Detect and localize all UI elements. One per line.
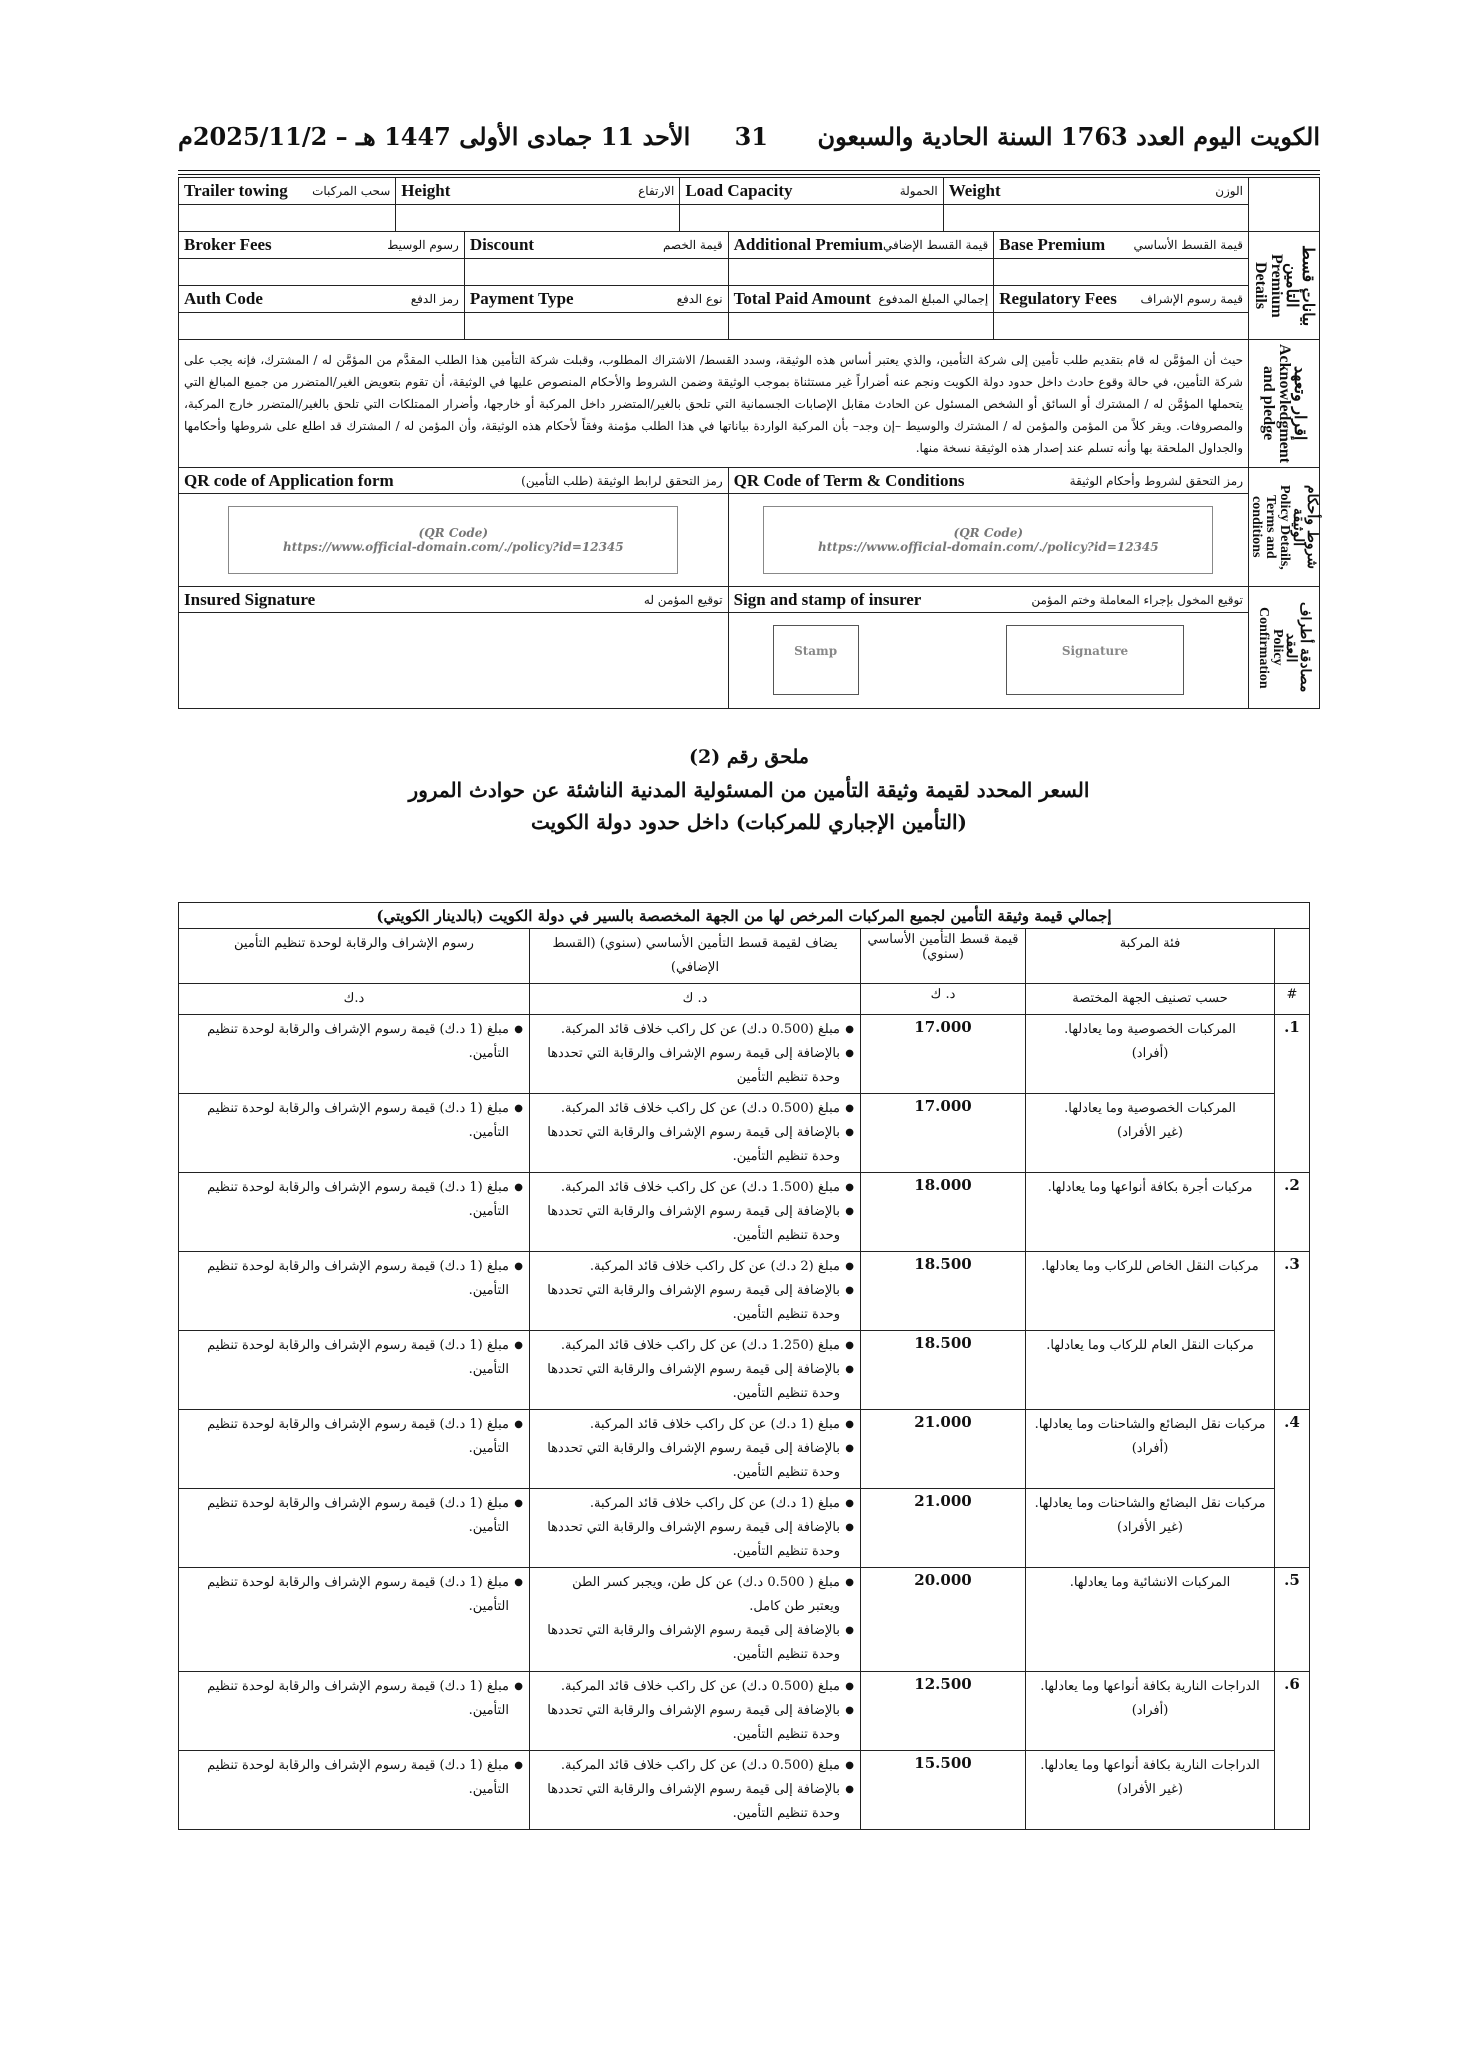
signature-box[interactable]: Signature [1006,625,1184,695]
table-row [179,1015,1310,1094]
fees-unit: د.ك [179,984,530,1015]
additional-item-cont: وحدة تنظيم التأمين. [732,1647,840,1662]
broker-fees-value [179,259,465,286]
additional-item: ● بالإضافة إلى قيمة رسوم الإشراف والرقابة التي تحددها [536,1699,854,1723]
regulatory-fee-text: ● مبلغ (1 د.ك) قيمة رسوم الإشراف والرقابة لوحدة تنظيم التأمين. [179,1331,530,1410]
additional-item: ● مبلغ (0.500 د.ك) عن كل راكب خلاف قائد المركبة. [536,1097,854,1121]
vehicle-category: المركبات الخصوصية وما يعادلها. (غير الأفراد) [1026,1094,1275,1173]
additional-item: ● بالإضافة إلى قيمة رسوم الإشراف والرقابة التي تحددها [536,1778,854,1802]
table-row [179,1672,1310,1751]
table-row [179,1094,1310,1173]
regulatory-fee-text: ● مبلغ (1 د.ك) قيمة رسوم الإشراف والرقابة لوحدة تنظيم التأمين. [179,1672,530,1751]
qr-terms-label: رمز التحقق لشروط وأحكام الوثيقة QR Code of Term & Conditions [728,468,1248,494]
additional-item: ● بالإضافة إلى قيمة رسوم الإشراف والرقابة التي تحددها [536,1121,854,1145]
auth-code-value [179,313,465,340]
additional-item: ● مبلغ ( 0.500 د.ك) عن كل طن، ويجبر كسر الطن [536,1571,854,1595]
discount-value [464,259,728,286]
additional-item: ● بالإضافة إلى قيمة رسوم الإشراف والرقابة التي تحددها [536,1200,854,1224]
base-premium-amount: 18.500 [861,1331,1026,1410]
additional-item-cont: ويعتبر طن كامل. [749,1599,840,1614]
row-number: 3. [1275,1252,1310,1410]
qr-terms-placeholder[interactable]: (QR Code) https://www.official-domain.com/./policy?id=12345 [763,506,1213,574]
qr-application-placeholder[interactable]: (QR Code) https://www.official-domain.com/./policy?id=12345 [228,506,678,574]
header-date: الأحد 11 جمادى الأولى 1447 هـ – 2025/11/2م [178,122,691,151]
premium-details-side: بيانات قسط التأمين Premium Details [1249,232,1320,340]
height-label: الارتفاع Height [396,178,680,205]
regulatory-fee-text: ● مبلغ (1 د.ك) قيمة رسوم الإشراف والرقابة لوحدة تنظيم التأمين. [179,1410,530,1489]
height-value [396,205,680,232]
additional-item: ● بالإضافة إلى قيمة رسوم الإشراف والرقابة التي تحددها [536,1619,854,1643]
additional-item: ● بالإضافة إلى قيمة رسوم الإشراف والرقابة التي تحددها [536,1358,854,1382]
weight-label: الوزن Weight [943,178,1248,205]
policy-form-table [178,177,1320,709]
vehicle-category: الدراجات النارية بكافة أنواعها وما يعادلها. (غير الأفراد) [1026,1751,1275,1830]
row-number: 6. [1275,1672,1310,1830]
additional-item: ● مبلغ (2 د.ك) عن كل راكب خلاف قائد المركبة. [536,1255,854,1279]
annex-subtitle-1: السعر المحدد لقيمة وثيقة التأمين من المسئولية المدنية الناشئة عن حوادث المرور [408,778,1090,802]
row-number: 1. [1275,1015,1310,1173]
additional-item-cont: وحدة تنظيم التأمين. [732,1228,840,1243]
vehicle-category: المركبات الانشائية وما يعادلها. [1026,1568,1275,1672]
additional-premium-text [530,1672,861,1751]
regulatory-fee-text: ● مبلغ (1 د.ك) قيمة رسوم الإشراف والرقابة لوحدة تنظيم التأمين. [179,1489,530,1568]
additional-premium-label: قيمة القسط الإضافي Additional Premium [728,232,994,259]
base-premium-amount: 18.500 [861,1252,1026,1331]
header-rule-2 [178,174,1320,175]
additional-premium-text [530,1015,861,1094]
additional-premium-text [530,1173,861,1252]
policy-confirmation-side: مصادقة أطراف العقد Policy Confirmation [1249,587,1320,709]
vehicle-side-cell [1249,178,1320,232]
additional-premium-text [530,1331,861,1410]
insured-sign-cell[interactable] [179,613,729,709]
regulatory-fees-label: قيمة رسوم الإشراف Regulatory Fees [994,286,1249,313]
additional-item-cont: وحدة تنظيم التأمين. [732,1465,840,1480]
policy-details-side: شروط وأحكام الوثيقة Policy Details, Terms and conditions [1249,468,1320,587]
col-base-header: قيمة قسط التأمين الأساسي (سنوي) [861,929,1026,984]
base-premium-amount: 17.000 [861,1015,1026,1094]
vehicle-category: المركبات الخصوصية وما يعادلها. (أفراد) [1026,1015,1275,1094]
additional-item: ● بالإضافة إلى قيمة رسوم الإشراف والرقابة التي تحددها [536,1279,854,1303]
base-premium-value [994,259,1249,286]
table-row [179,1568,1310,1672]
additional-item: ● مبلغ (1.500 د.ك) عن كل راكب خلاف قائد المركبة. [536,1176,854,1200]
annex-title: ملحق رقم (2) [689,746,809,768]
additional-item-cont: وحدة تنظيم التأمين. [732,1544,840,1559]
vehicle-category: مركبات نقل البضائع والشاحنات وما يعادلها. (غير الأفراد) [1026,1489,1275,1568]
weight-value [943,205,1248,232]
additional-item: ● مبلغ (1.250 د.ك) عن كل راكب خلاف قائد المركبة. [536,1334,854,1358]
table-row [179,1331,1310,1410]
regulatory-fee-text: ● مبلغ (1 د.ك) قيمة رسوم الإشراف والرقابة لوحدة تنظيم التأمين. [179,1751,530,1830]
base-premium-amount: 20.000 [861,1568,1026,1672]
base-premium-amount: 15.500 [861,1751,1026,1830]
trailer-towing-value [179,205,396,232]
vehicle-category: مركبات أجرة بكافة أنواعها وما يعادلها. [1026,1173,1275,1252]
additional-item-cont: وحدة تنظيم التأمين. [732,1307,840,1322]
regulatory-fees-value [994,313,1249,340]
discount-label: قيمة الخصم Discount [464,232,728,259]
total-paid-label: إجمالي المبلغ المدفوع Total Paid Amount [728,286,994,313]
col-category-header: فئة المركبة [1026,929,1275,984]
rates-table [178,902,1310,1830]
table-row [179,1489,1310,1568]
vehicle-category: مركبات النقل الخاص للركاب وما يعادلها. [1026,1252,1275,1331]
insurer-sign-label: توقيع المخول بإجراء المعاملة وختم المؤمن Sign and stamp of insurer [728,587,1248,613]
category-subheader: حسب تصنيف الجهة المختصة [1026,984,1275,1015]
additional-item: ● بالإضافة إلى قيمة رسوم الإشراف والرقابة التي تحددها [536,1516,854,1540]
auth-code-label: رمز الدفع Auth Code [179,286,465,313]
row-number: 4. [1275,1410,1310,1568]
additional-item-cont: وحدة تنظيم التأمين. [732,1727,840,1742]
qr-application-cell [179,494,729,587]
regulatory-fee-text: ● مبلغ (1 د.ك) قيمة رسوم الإشراف والرقابة لوحدة تنظيم التأمين. [179,1173,530,1252]
table-row [179,1410,1310,1489]
load-capacity-value [680,205,943,232]
broker-fees-label: رسوم الوسيط Broker Fees [179,232,465,259]
acknowledgment-text: حيث أن المؤمَّن له قام بتقديم طلب تأمين إلى شركة التأمين، والذي يعتبر أساس هذه الوثيقة، وسدد القسط/ الاشتراك المطلوب، وقبلت شركة التأمين هذا الطلب المقدَّم من المؤمَّن له / المشترك، فإنه يجب على شركة التأمين، في حالة وقوع حادث داخل حدود دولة الكويت ونجم عنه أضراراً غير مستثناة بموجب الوثيقة وضمن الشروط والأحكام المنصوص عليها في الوثيقة، أن تقوم بتعويض الغير/المتضرر من جميع المبالغ التي يتحملها المؤمَّن له / المشترك أو السائق أو الشخص المسئول عن الحادث مقابل الإصابات الجسمانية التي تلحق بالغير/المتضرر داخل المركبة أو خارجها، وأضرار الممتلكات التي تلحق بالغير/المتضرر خارج المركبة، والمصروفات. ويقر كلاً من المؤمن والمؤمن له / المشترك والوسيط –إن وجد– بأن المركبة الواردة بياناتها في هذا الطلب مؤمنة وفقاً لأحكام هذه الوثيقة، وأن المؤمن له / المشترك قد اطلع على شروطها وأحكامها والجداول الملحقة بها وأنه تسلم عند إصدار هذه الوثيقة نسخة منها. [179,340,1249,468]
stamp-box[interactable]: Stamp [773,625,859,695]
base-unit: د. ك [861,984,1026,1015]
vehicle-category: مركبات النقل العام للركاب وما يعادلها. [1026,1331,1275,1410]
regulatory-fee-text: ● مبلغ (1 د.ك) قيمة رسوم الإشراف والرقابة لوحدة تنظيم التأمين. [179,1015,530,1094]
additional-item-cont: وحدة تنظيم التأمين. [732,1149,840,1164]
insured-sign-label: توقيع المؤمن له Insured Signature [179,587,729,613]
additional-unit: د. ك [530,984,861,1015]
regulatory-fee-text: ● مبلغ (1 د.ك) قيمة رسوم الإشراف والرقابة لوحدة تنظيم التأمين. [179,1094,530,1173]
base-premium-amount: 21.000 [861,1489,1026,1568]
additional-premium-text [530,1489,861,1568]
base-premium-amount: 21.000 [861,1410,1026,1489]
vehicle-category: الدراجات النارية بكافة أنواعها وما يعادلها. (أفراد) [1026,1672,1275,1751]
page-header [178,122,1320,162]
vehicle-category: مركبات نقل البضائع والشاحنات وما يعادلها. (أفراد) [1026,1410,1275,1489]
acknowledgment-side: إقرار وتعهد Acknowledgment and pledge [1249,340,1320,468]
total-paid-value [728,313,994,340]
additional-item: ● مبلغ (0.500 د.ك) عن كل راكب خلاف قائد المركبة. [536,1018,854,1042]
base-premium-amount: 17.000 [861,1094,1026,1173]
additional-item: ● مبلغ (1 د.ك) عن كل راكب خلاف قائد المركبة. [536,1492,854,1516]
qr-terms-cell [728,494,1248,587]
base-premium-label: قيمة القسط الأساسي Base Premium [994,232,1249,259]
additional-premium-text [530,1751,861,1830]
payment-type-label: نوع الدفع Payment Type [464,286,728,313]
row-number: 2. [1275,1173,1310,1252]
load-capacity-label: الحمولة Load Capacity [680,178,943,205]
insurer-sign-cell [728,613,1248,709]
base-premium-amount: 18.000 [861,1173,1026,1252]
additional-item-cont: وحدة تنظيم التأمين. [732,1806,840,1821]
additional-premium-text [530,1094,861,1173]
header-page-number: 31 [734,122,768,151]
table-row [179,1751,1310,1830]
header-rule [178,170,1320,171]
qr-application-label: رمز التحقق لرابط الوثيقة (طلب التأمين) QR code of Application form [179,468,729,494]
additional-premium-value [728,259,994,286]
rates-caption: إجمالي قيمة وثيقة التأمين لجميع المركبات المرخص لها من الجهة المخصصة بالسير في دولة الكويت (بالدينار الكويتي) [179,903,1310,929]
table-row [179,1173,1310,1252]
additional-premium-text [530,1568,861,1672]
additional-item: ● بالإضافة إلى قيمة رسوم الإشراف والرقابة التي تحددها [536,1042,854,1066]
additional-item-cont: وحدة تنظيم التأمين. [732,1386,840,1401]
trailer-towing-label: سحب المركبات Trailer towing [179,178,396,205]
regulatory-fee-text: ● مبلغ (1 د.ك) قيمة رسوم الإشراف والرقابة لوحدة تنظيم التأمين. [179,1252,530,1331]
col-fees-header: رسوم الإشراف والرقابة لوحدة تنظيم التأمين [179,929,530,984]
additional-item: ● مبلغ (1 د.ك) عن كل راكب خلاف قائد المركبة. [536,1413,854,1437]
additional-item: ● بالإضافة إلى قيمة رسوم الإشراف والرقابة التي تحددها [536,1437,854,1461]
additional-premium-text [530,1410,861,1489]
payment-type-value [464,313,728,340]
additional-item: ● مبلغ (0.500 د.ك) عن كل راكب خلاف قائد المركبة. [536,1754,854,1778]
additional-premium-text [530,1252,861,1331]
row-number: 5. [1275,1568,1310,1672]
col-num-header [1275,929,1310,984]
additional-item-cont: وحدة تنظيم التأمين [736,1070,840,1085]
table-row [179,1252,1310,1331]
num-subheader: # [1275,984,1310,1015]
annex-subtitle-2: (التأمين الإجباري للمركبات) داخل حدود دولة الكويت [530,810,968,834]
base-premium-amount: 12.500 [861,1672,1026,1751]
col-additional-header: يضاف لقيمة قسط التأمين الأساسي (سنوي) (القسط الإضافي) [530,929,861,984]
header-publication: الكويت اليوم العدد 1763 السنة الحادية والسبعون [817,122,1320,151]
additional-item: ● مبلغ (0.500 د.ك) عن كل راكب خلاف قائد المركبة. [536,1675,854,1699]
regulatory-fee-text: ● مبلغ (1 د.ك) قيمة رسوم الإشراف والرقابة لوحدة تنظيم التأمين. [179,1568,530,1672]
